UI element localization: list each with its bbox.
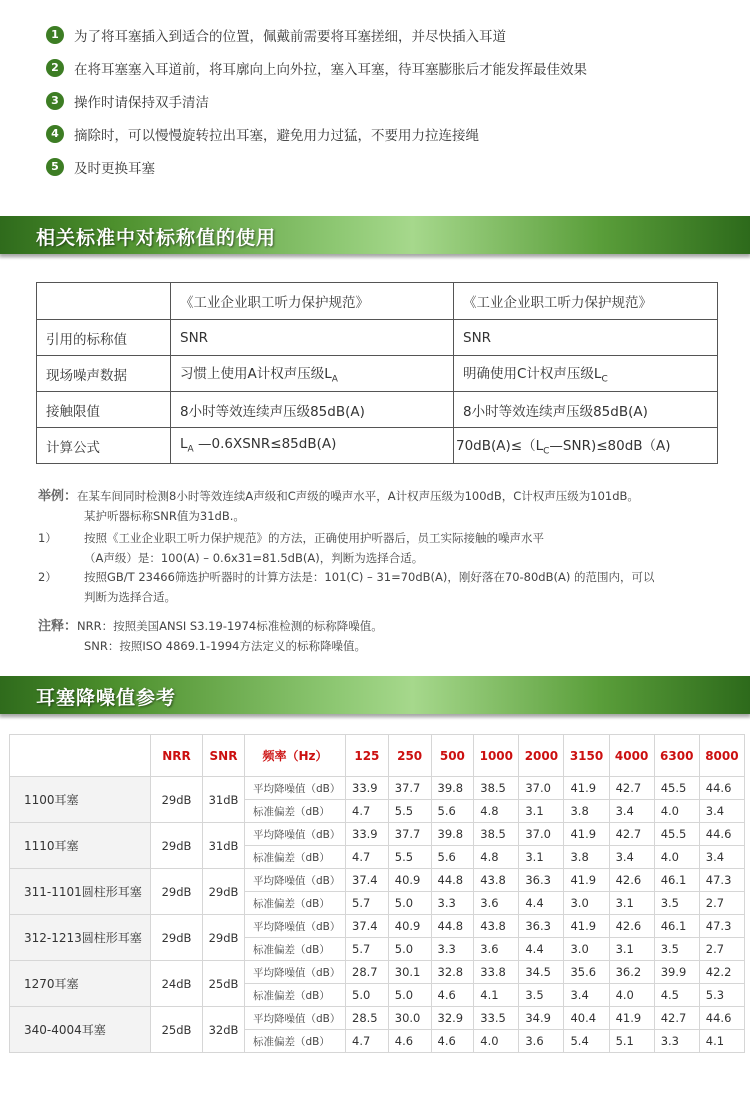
- value-cell: 3.6: [519, 1030, 564, 1053]
- value-cell: 4.0: [654, 800, 699, 823]
- product-nrr: 29dB: [151, 823, 203, 869]
- value-cell: 5.0: [388, 938, 431, 961]
- table-header-row: [10, 735, 745, 777]
- formula-part: —SNR)≤80dB（A): [549, 438, 671, 455]
- subscript: C: [543, 446, 550, 457]
- product-snr: 32dB: [203, 1007, 245, 1053]
- table-row: [10, 1007, 745, 1030]
- value-cell: 42.6: [609, 915, 654, 938]
- table-row: [10, 869, 745, 892]
- cell-b: [454, 356, 718, 392]
- example-item-2-line-2: 判断为选择合适。: [84, 590, 176, 604]
- header-freq-3150: 3150: [564, 735, 609, 777]
- value-cell: 39.8: [431, 823, 474, 846]
- value-cell: 38.5: [474, 823, 519, 846]
- value-cell: 36.3: [519, 869, 564, 892]
- product-name: 311-1101圆柱形耳塞: [10, 869, 151, 915]
- subscript: A: [187, 444, 194, 455]
- product-snr: 29dB: [203, 915, 245, 961]
- value-cell: 37.7: [388, 777, 431, 800]
- value-cell: 5.0: [346, 984, 389, 1007]
- value-cell: 38.5: [474, 777, 519, 800]
- section-title: 相关标准中对标称值的使用: [36, 227, 277, 249]
- product-nrr: 29dB: [151, 869, 203, 915]
- table-row: [37, 356, 718, 392]
- value-cell: 3.4: [699, 846, 744, 869]
- section-title: 耳塞降噪值参考: [36, 687, 177, 709]
- value-cell: 41.9: [564, 869, 609, 892]
- table-row: [10, 777, 745, 800]
- value-cell: 43.8: [474, 869, 519, 892]
- value-cell: 42.2: [699, 961, 744, 984]
- value-cell: 30.0: [388, 1007, 431, 1030]
- cell-text: 习惯上使用A计权声压级L: [180, 366, 332, 383]
- value-cell: 44.8: [431, 869, 474, 892]
- value-cell: 33.8: [474, 961, 519, 984]
- value-cell: 4.6: [431, 984, 474, 1007]
- note-line-2: SNR：按照ISO 4869.1-1994方法定义的标称降噪值。: [84, 639, 366, 653]
- step-number: 4: [46, 125, 64, 143]
- banner-shadow: [0, 254, 750, 260]
- subscript: A: [331, 374, 338, 385]
- value-cell: 37.4: [346, 869, 389, 892]
- value-cell: 5.3: [699, 984, 744, 1007]
- header-cell-empty: [37, 283, 171, 320]
- value-cell: 34.9: [519, 1007, 564, 1030]
- example-item-2-line-1: 按照GB/T 23466筛选护听器时的计算方法是：101(C) – 31=70dB(A)，刚好落在70-80dB(A) 的范围内，可以: [84, 570, 655, 584]
- value-cell: 37.4: [346, 915, 389, 938]
- value-cell: 46.1: [654, 869, 699, 892]
- table-row: [10, 915, 745, 938]
- value-cell: 4.6: [431, 1030, 474, 1053]
- value-cell: 5.5: [388, 846, 431, 869]
- value-cell: 36.2: [609, 961, 654, 984]
- cell-b: 8小时等效连续声压级85dB(A): [454, 392, 718, 428]
- header-freq-8000: 8000: [699, 735, 744, 777]
- value-cell: 5.7: [346, 892, 389, 915]
- value-cell: 5.0: [388, 984, 431, 1007]
- value-cell: 37.0: [519, 823, 564, 846]
- row-label-sd: 标准偏差（dB）: [245, 938, 346, 961]
- value-cell: 47.3: [699, 869, 744, 892]
- value-cell: 4.0: [609, 984, 654, 1007]
- row-label: 现场噪声数据: [37, 356, 171, 392]
- value-cell: 42.6: [609, 869, 654, 892]
- formula-part: L: [180, 436, 188, 453]
- header-cell-standard-a: 《工业企业职工听力保护规范》: [171, 283, 454, 320]
- value-cell: 5.6: [431, 846, 474, 869]
- example-item-1-line-2: （A声级）是：100(A) – 0.6x31=81.5dB(A)，判断为选择合适。: [84, 551, 424, 565]
- value-cell: 5.4: [564, 1030, 609, 1053]
- table-row: [10, 823, 745, 846]
- value-cell: 44.8: [431, 915, 474, 938]
- row-label: 计算公式: [37, 428, 171, 464]
- row-label-sd: 标准偏差（dB）: [245, 800, 346, 823]
- step-text: 在将耳塞塞入耳道前，将耳廓向上向外拉，塞入耳塞，待耳塞膨胀后才能发挥最佳效果: [74, 61, 587, 78]
- step-text: 摘除时，可以慢慢旋转拉出耳塞，避免用力过猛，不要用力拉连接绳: [74, 127, 479, 144]
- value-cell: 3.5: [654, 892, 699, 915]
- value-cell: 4.1: [474, 984, 519, 1007]
- row-label-mean: 平均降噪值（dB）: [245, 1007, 346, 1030]
- step-number: 2: [46, 59, 64, 77]
- value-cell: 46.1: [654, 915, 699, 938]
- row-label-mean: 平均降噪值（dB）: [245, 777, 346, 800]
- value-cell: 32.8: [431, 961, 474, 984]
- table-header-row: [37, 283, 718, 320]
- value-cell: 5.5: [388, 800, 431, 823]
- value-cell: 4.0: [474, 1030, 519, 1053]
- cell-a: 8小时等效连续声压级85dB(A): [171, 392, 454, 428]
- product-snr: 31dB: [203, 823, 245, 869]
- value-cell: 2.7: [699, 938, 744, 961]
- value-cell: 4.6: [388, 1030, 431, 1053]
- table-row: [10, 961, 745, 984]
- table-row: [37, 320, 718, 356]
- header-nrr: NRR: [151, 735, 203, 777]
- value-cell: 4.1: [699, 1030, 744, 1053]
- value-cell: 4.8: [474, 846, 519, 869]
- value-cell: 42.7: [609, 823, 654, 846]
- value-cell: 3.8: [564, 800, 609, 823]
- value-cell: 3.1: [519, 846, 564, 869]
- value-cell: 3.0: [564, 892, 609, 915]
- value-cell: 34.5: [519, 961, 564, 984]
- value-cell: 3.3: [431, 938, 474, 961]
- example-item-2-num: 2）: [38, 570, 57, 584]
- value-cell: 41.9: [564, 915, 609, 938]
- value-cell: 3.4: [564, 984, 609, 1007]
- value-cell: 3.8: [564, 846, 609, 869]
- subscript: C: [601, 374, 608, 385]
- value-cell: 40.4: [564, 1007, 609, 1030]
- value-cell: 5.1: [609, 1030, 654, 1053]
- product-snr: 25dB: [203, 961, 245, 1007]
- header-freq-125: 125: [346, 735, 389, 777]
- value-cell: 4.7: [346, 1030, 389, 1053]
- value-cell: 42.7: [654, 1007, 699, 1030]
- product-nrr: 25dB: [151, 1007, 203, 1053]
- value-cell: 4.0: [654, 846, 699, 869]
- value-cell: 35.6: [564, 961, 609, 984]
- value-cell: 45.5: [654, 777, 699, 800]
- step-text: 及时更换耳塞: [74, 160, 155, 177]
- value-cell: 45.5: [654, 823, 699, 846]
- value-cell: 37.7: [388, 823, 431, 846]
- value-cell: 44.6: [699, 777, 744, 800]
- value-cell: 3.3: [654, 1030, 699, 1053]
- row-label: 接触限值: [37, 392, 171, 428]
- product-name: 1110耳塞: [10, 823, 151, 869]
- value-cell: 4.4: [519, 938, 564, 961]
- section-banner-noise-reduction: [0, 676, 750, 714]
- example-line-1: [38, 486, 639, 507]
- header-freq-2000: 2000: [519, 735, 564, 777]
- formula-part: 70dB(A)≤（L: [456, 438, 544, 455]
- note-text: NRR：按照美国ANSI S3.19-1974标准检测的标称降噪值。: [77, 619, 383, 633]
- example-item-1-line-1: 按照《工业企业职工听力保护规范》的方法，正确使用护听器后，员工实际接触的噪声水平: [84, 531, 544, 545]
- header-frequency: 频率（Hz）: [245, 735, 346, 777]
- header-freq-6300: 6300: [654, 735, 699, 777]
- value-cell: 41.9: [564, 823, 609, 846]
- table-row: [37, 392, 718, 428]
- section-banner-standards: [0, 216, 750, 254]
- cell-text: 明确使用C计权声压级L: [463, 366, 602, 383]
- value-cell: 2.7: [699, 892, 744, 915]
- value-cell: 3.6: [474, 892, 519, 915]
- row-label-sd: 标准偏差（dB）: [245, 892, 346, 915]
- table-row: [37, 428, 718, 464]
- header-cell-standard-b: 《工业企业职工听力保护规范》: [454, 283, 718, 320]
- example-line-2: 某护听器标称SNR值为31dB.。: [84, 509, 245, 523]
- product-snr: 31dB: [203, 777, 245, 823]
- row-label-mean: 平均降噪值（dB）: [245, 961, 346, 984]
- value-cell: 37.0: [519, 777, 564, 800]
- example-text: 在某车间同时检测8小时等效连续A声级和C声级的噪声水平，A计权声压级为100dB，C计权声压级为101dB。: [77, 489, 639, 503]
- value-cell: 3.3: [431, 892, 474, 915]
- value-cell: 3.4: [699, 800, 744, 823]
- value-cell: 39.8: [431, 777, 474, 800]
- value-cell: 40.9: [388, 869, 431, 892]
- cell-a: SNR: [171, 320, 454, 356]
- value-cell: 41.9: [609, 1007, 654, 1030]
- value-cell: 41.9: [564, 777, 609, 800]
- value-cell: 47.3: [699, 915, 744, 938]
- value-cell: 36.3: [519, 915, 564, 938]
- note-line-1: [38, 616, 383, 637]
- cell-a: [171, 428, 454, 464]
- row-label-sd: 标准偏差（dB）: [245, 1030, 346, 1053]
- value-cell: 44.6: [699, 1007, 744, 1030]
- product-nrr: 29dB: [151, 777, 203, 823]
- step-number: 3: [46, 92, 64, 110]
- cell-b: SNR: [454, 320, 718, 356]
- usage-steps: [46, 18, 736, 183]
- row-label-sd: 标准偏差（dB）: [245, 846, 346, 869]
- value-cell: 33.9: [346, 823, 389, 846]
- row-label-sd: 标准偏差（dB）: [245, 984, 346, 1007]
- value-cell: 3.4: [609, 800, 654, 823]
- product-name: 1100耳塞: [10, 777, 151, 823]
- product-snr: 29dB: [203, 869, 245, 915]
- value-cell: 3.1: [609, 892, 654, 915]
- step-5: [46, 150, 736, 183]
- cell-b: [454, 428, 718, 464]
- step-number: 1: [46, 26, 64, 44]
- value-cell: 32.9: [431, 1007, 474, 1030]
- header-freq-1000: 1000: [474, 735, 519, 777]
- value-cell: 39.9: [654, 961, 699, 984]
- value-cell: 28.5: [346, 1007, 389, 1030]
- row-label-mean: 平均降噪值（dB）: [245, 823, 346, 846]
- product-name: 1270耳塞: [10, 961, 151, 1007]
- cell-a: [171, 356, 454, 392]
- value-cell: 3.1: [519, 800, 564, 823]
- header-freq-500: 500: [431, 735, 474, 777]
- value-cell: 3.5: [519, 984, 564, 1007]
- example-label: 举例：: [38, 489, 78, 504]
- value-cell: 44.6: [699, 823, 744, 846]
- value-cell: 43.8: [474, 915, 519, 938]
- step-3: [46, 84, 736, 117]
- header-snr: SNR: [203, 735, 245, 777]
- value-cell: 28.7: [346, 961, 389, 984]
- standards-table: [36, 282, 718, 464]
- product-nrr: 29dB: [151, 915, 203, 961]
- value-cell: 4.7: [346, 846, 389, 869]
- value-cell: 4.4: [519, 892, 564, 915]
- value-cell: 5.6: [431, 800, 474, 823]
- step-number: 5: [46, 158, 64, 176]
- formula-part: —0.6XSNR≤85dB(A): [193, 436, 337, 453]
- step-1: [46, 18, 736, 51]
- value-cell: 3.5: [654, 938, 699, 961]
- value-cell: 40.9: [388, 915, 431, 938]
- value-cell: 3.6: [474, 938, 519, 961]
- product-name: 340-4004耳塞: [10, 1007, 151, 1053]
- example-item-1-num: 1）: [38, 531, 57, 545]
- value-cell: 4.5: [654, 984, 699, 1007]
- value-cell: 33.9: [346, 777, 389, 800]
- value-cell: 33.5: [474, 1007, 519, 1030]
- value-cell: 30.1: [388, 961, 431, 984]
- value-cell: 5.0: [388, 892, 431, 915]
- value-cell: 5.7: [346, 938, 389, 961]
- step-2: [46, 51, 736, 84]
- row-label-mean: 平均降噪值（dB）: [245, 915, 346, 938]
- value-cell: 4.7: [346, 800, 389, 823]
- note-label: 注释：: [38, 619, 78, 634]
- banner-shadow: [0, 714, 750, 720]
- value-cell: 3.4: [609, 846, 654, 869]
- step-text: 为了将耳塞插入到适合的位置，佩戴前需要将耳塞搓细，并尽快插入耳道: [74, 28, 506, 45]
- value-cell: 42.7: [609, 777, 654, 800]
- header-freq-4000: 4000: [609, 735, 654, 777]
- step-text: 操作时请保持双手清洁: [74, 94, 209, 111]
- value-cell: 3.1: [609, 938, 654, 961]
- row-label-mean: 平均降噪值（dB）: [245, 869, 346, 892]
- value-cell: 3.0: [564, 938, 609, 961]
- product-nrr: 24dB: [151, 961, 203, 1007]
- noise-reduction-table: [9, 734, 745, 1053]
- row-label: 引用的标称值: [37, 320, 171, 356]
- step-4: [46, 117, 736, 150]
- product-name: 312-1213圆柱形耳塞: [10, 915, 151, 961]
- header-cell-empty: [10, 735, 151, 777]
- header-freq-250: 250: [388, 735, 431, 777]
- value-cell: 4.8: [474, 800, 519, 823]
